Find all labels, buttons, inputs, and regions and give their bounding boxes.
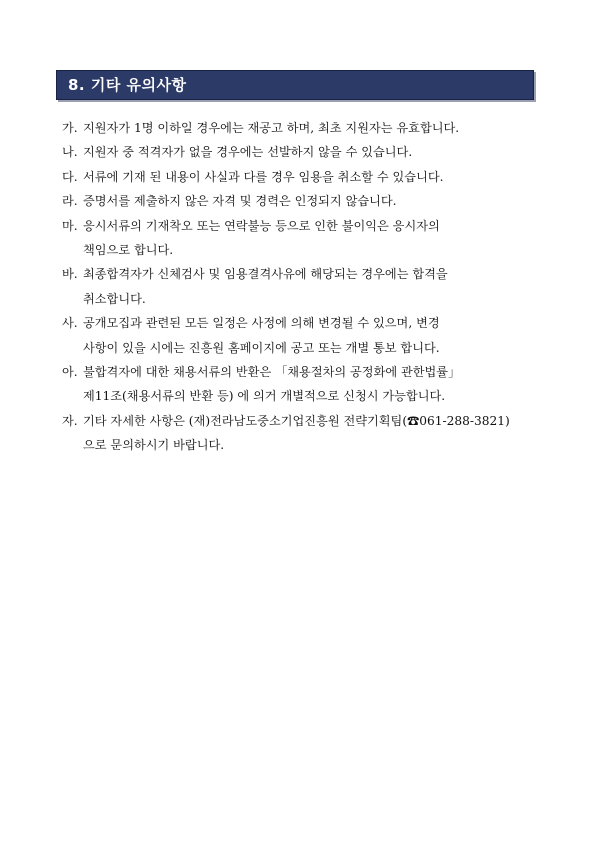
notice-marker: 나. <box>62 145 78 160</box>
notice-item-ma <box>62 214 542 263</box>
notice-text <box>83 262 542 311</box>
notice-item-ja <box>62 409 542 458</box>
notice-marker: 마. <box>62 218 78 233</box>
notice-line: 으로 문의하시기 바랍니다. <box>83 438 225 453</box>
section-title: 8. 기타 유의사항 <box>56 70 534 100</box>
notice-item-ra <box>62 189 542 213</box>
notice-item-sa <box>62 311 542 360</box>
notice-item-a <box>62 360 542 409</box>
notice-line: 취소합니다. <box>83 291 146 306</box>
notice-marker: 자. <box>62 413 78 428</box>
notice-item-ga <box>62 116 542 140</box>
notice-text <box>83 360 542 409</box>
notice-line: 기타 자세한 사항은 (재)전라남도중소기업진흥원 전략기획팀(☎061-288-3821) <box>83 413 510 428</box>
notice-marker: 사. <box>62 316 78 331</box>
notice-line: 서류에 기재 된 내용이 사실과 다를 경우 임용을 취소할 수 있습니다. <box>83 169 444 184</box>
notice-line: 불합격자에 대한 채용서류의 반환은 「채용절차의 공정화에 관한법률」 <box>83 365 461 380</box>
notice-item-da <box>62 165 542 189</box>
notice-line: 사항이 있을 시에는 진흥원 홈페이지에 공고 또는 개별 통보 합니다. <box>83 340 440 355</box>
notice-text <box>83 214 542 263</box>
notice-marker: 가. <box>62 121 78 135</box>
notice-line: 공개모집과 관련된 모든 일정은 사정에 의해 변경될 수 있으며, 변경 <box>83 316 440 331</box>
notice-line: 응시서류의 기재착오 또는 연락불능 등으로 인한 불이익은 응시자의 <box>83 218 440 233</box>
notice-line: 증명서를 제출하지 않은 자격 및 경력은 인정되지 않습니다. <box>83 194 397 209</box>
notice-item-na <box>62 140 542 164</box>
notice-marker: 라. <box>62 194 78 209</box>
notice-line: 지원자가 1명 이하일 경우에는 재공고 하며, 최초 지원자는 유효합니다. <box>83 121 460 135</box>
notice-text <box>83 409 542 458</box>
notice-line: 제11조(채용서류의 반환 등) 에 의거 개별적으로 신청시 가능합니다. <box>83 389 446 404</box>
notice-marker: 아. <box>62 365 78 380</box>
notice-text <box>83 165 542 189</box>
notice-line: 책임으로 합니다. <box>83 243 174 258</box>
notice-marker: 바. <box>62 267 78 282</box>
notice-text <box>83 189 542 213</box>
notice-list <box>62 116 542 458</box>
notice-text <box>83 140 542 164</box>
notice-line: 지원자 중 적격자가 없을 경우에는 선발하지 않을 수 있습니다. <box>83 145 413 160</box>
notice-text <box>83 116 542 140</box>
notice-text <box>83 311 542 360</box>
notice-marker: 다. <box>62 169 78 184</box>
notice-item-ba <box>62 262 542 311</box>
notice-line: 최종합격자가 신체검사 및 임용결격사유에 해당되는 경우에는 합격을 <box>83 267 448 282</box>
